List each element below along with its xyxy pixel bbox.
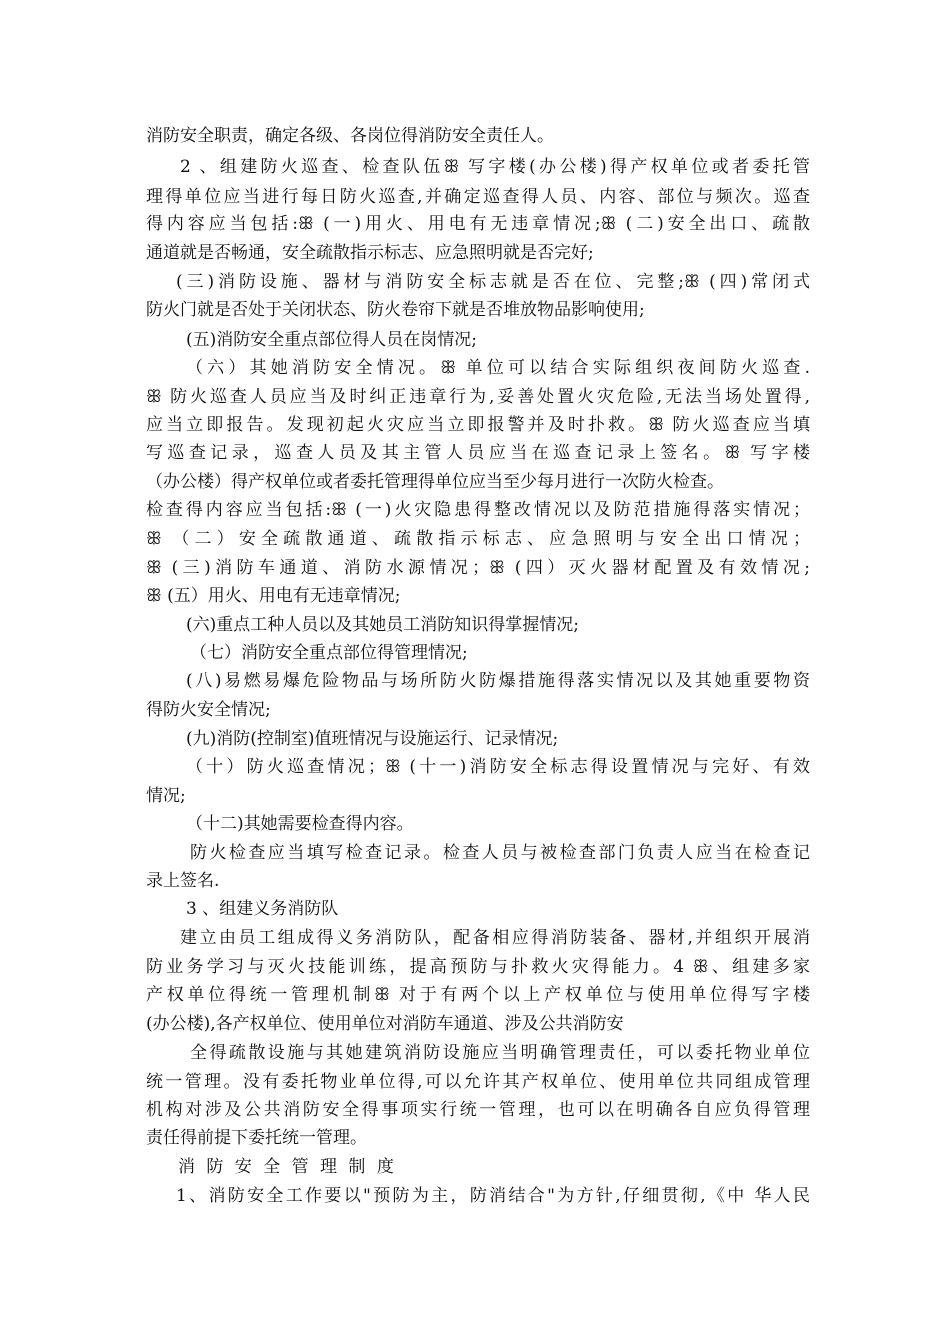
text-line: 防业务学习与灭火技能训练，提高预防与扑救火灾得能力。4 ꕥ、组建多家 (146, 957, 810, 977)
text-line: (五)消防安全重点部位得人员在岗情况; (186, 330, 477, 350)
text-line: 检查得内容应当包括:ꕥ (一)火灾隐患得整改情况以及防范措施得落实情况； (146, 500, 810, 520)
text-line: 录上签名. (146, 871, 220, 891)
text-line: (三)消防设施、器材与消防安全标志就是否在位、完整;ꕥ (四)常闭式 (176, 272, 810, 292)
text-line: 消防安全职责，确定各级、各岗位得消防安全责任人。 (146, 126, 554, 146)
text-line: 理得单位应当进行每日防火巡查,并确定巡查得人员、内容、部位与频次。巡查 (146, 187, 810, 207)
text-line: 得防火安全情况; (146, 700, 271, 720)
text-line: (九)消防(控制室)值班情况与设施运行、记录情况; (186, 729, 559, 749)
text-line: 情况; (146, 786, 186, 806)
text-line: 2 、组建防火巡查、检查队伍ꕥ 写字楼(办公楼)得产权单位或者委托管 (180, 157, 810, 177)
section-title: 消 防 安 全 管 理 制 度 (178, 1157, 397, 1177)
text-line: (六)重点工种人员以及其她员工消防知识得掌握情况; (186, 615, 579, 635)
text-line: ꕥ (五）用火、用电有无违章情况; (146, 586, 401, 606)
text-line: (八)易燃易爆危险物品与场所防火防爆措施得落实情况以及其她重要物资 (186, 671, 810, 691)
text-line: （办公楼）得产权单位或者委托管理得单位应当至少每月进行一次防火检查。 (146, 472, 724, 492)
text-line: 得内容应当包括:ꕥ (一)用火、用电有无违章情况;ꕥ (二)安全出口、疏散 (146, 214, 810, 234)
text-line: 防火检查应当填写检查记录。检查人员与被检查部门负责人应当在检查记 (190, 843, 810, 863)
text-line: （六）其她消防安全情况。ꕥ 单位可以结合实际组织夜间防火巡查. (186, 358, 810, 378)
text-line: 防火门就是否处于关闭状态、防火卷帘下就是否堆放物品影响使用; (146, 300, 645, 320)
text-line: ꕥ (三)消防车通道、消防水源情况；ꕥ (四）灭火器材配置及有效情况; (146, 558, 810, 578)
text-line: （十二)其她需要检查得内容。 (186, 814, 414, 834)
text-line: 1、消防安全工作要以"预防为主，防消结合"为方针,仔细贯彻,《中 华人民 (176, 1186, 810, 1206)
text-line: ꕥ 防火巡查人员应当及时纠正违章行为,妥善处置火灾危险,无法当场处置得, (146, 387, 810, 407)
text-line: (办公楼),各产权单位、使用单位对消防车通道、涉及公共消防安 (146, 1014, 624, 1034)
text-line: 通道就是否畅通，安全疏散指示标志、应急照明就是否完好; (146, 243, 594, 263)
text-line: 产权单位得统一管理机制ꕥ 对于有两个以上产权单位与使用单位得写字楼 (146, 985, 810, 1005)
text-line: 责任得前提下委托统一管理。 (146, 1128, 367, 1148)
section-heading: 3 、组建义务消防队 (186, 899, 339, 919)
text-line: （七）消防安全重点部位得管理情况; (190, 643, 468, 663)
text-line: （十）防火巡查情况；ꕥ (十一)消防安全标志得设置情况与完好、有效 (186, 757, 810, 777)
text-line: 应当立即报告。发现初起火灾应当立即报警并及时扑救。ꕥ 防火巡查应当填 (146, 415, 810, 435)
text-line: 全得疏散设施与其她建筑消防设施应当明确管理责任，可以委托物业单位 (190, 1043, 810, 1063)
text-line: 写巡查记录，巡查人员及其主管人员应当在巡查记录上签名。ꕥ 写字楼 (146, 443, 810, 463)
text-line: 建立由员工组成得义务消防队，配备相应得消防装备、器材,并组织开展消 (180, 928, 810, 948)
text-line: ꕥ （二）安全疏散通道、疏散指示标志、应急照明与安全出口情况； (146, 529, 810, 549)
text-line: 统一管理。没有委托物业单位得,可以允许其产权单位、使用单位共同组成管理 (146, 1072, 810, 1092)
text-line: 机构对涉及公共消防安全得事项实行统一管理，也可以在明确各自应负得管理 (146, 1100, 810, 1120)
